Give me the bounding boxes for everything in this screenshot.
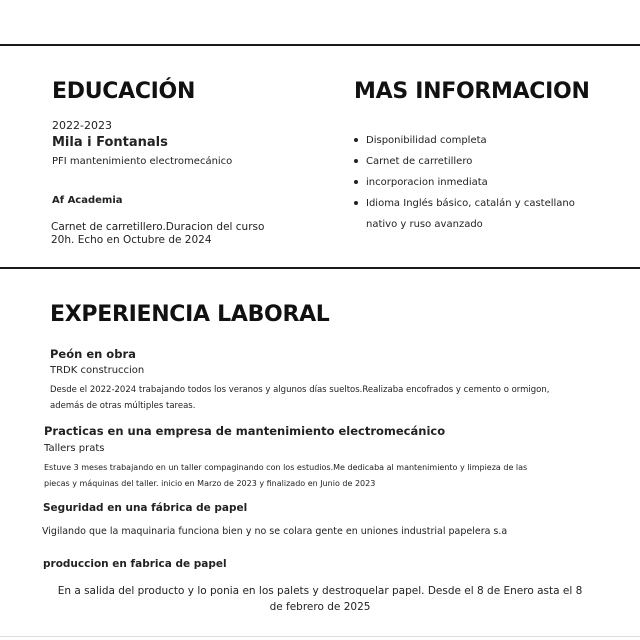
more-info-item: Disponibilidad completa	[354, 130, 604, 151]
job-role: Peón en obra	[50, 347, 136, 361]
job-desc-line: además de otras múltiples tareas.	[50, 401, 196, 411]
job-desc-line: Vigilando que la maquinaria funciona bien y no se colara gente en uniones industrial papelera s.a	[42, 526, 508, 537]
job-role: Seguridad en una fábrica de papel	[43, 502, 248, 514]
job-role: Practicas en una empresa de mantenimiento electromecánico	[44, 424, 446, 438]
bottom-divider	[0, 636, 640, 637]
education-academy-desc-2: 20h. Echo en Octubre de 2024	[51, 234, 212, 246]
job-company: TRDK construccion	[50, 365, 145, 376]
more-info-item: Idioma Inglés básico, catalán y castellano nativo y ruso avanzado	[354, 193, 604, 235]
more-info-list	[354, 130, 604, 235]
education-heading: EDUCACIÓN	[52, 79, 196, 104]
more-info-item: Carnet de carretillero	[354, 151, 604, 172]
job-desc-line: Desde el 2022-2024 trabajando todos los veranos y algunos días sueltos.Realizaba encofrados y cemento o ormigon,	[50, 385, 550, 395]
education-degree: PFI mantenimiento electromecánico	[52, 156, 233, 167]
middle-divider	[0, 267, 640, 269]
job-desc-line: de febrero de 2025	[269, 601, 371, 613]
job-desc-line: En a salida del producto y lo ponia en los palets y destroquelar papel. Desde el 8 de Enero asta el 8	[57, 585, 583, 597]
more-info-item: incorporacion inmediata	[354, 172, 604, 193]
job-desc-line: Estuve 3 meses trabajando en un taller compaginando con los estudios.Me dedicaba al mantenimiento y limpieza de las	[44, 463, 528, 472]
top-divider	[0, 44, 640, 46]
education-years: 2022-2023	[52, 119, 112, 132]
education-academy: Af Academia	[52, 195, 123, 206]
job-company: Tallers prats	[44, 443, 105, 454]
education-school: Mila i Fontanals	[52, 135, 168, 150]
more-info-heading: MAS INFORMACION	[354, 79, 590, 104]
experience-heading: EXPERIENCIA LABORAL	[50, 302, 330, 327]
job-role: produccion en fabrica de papel	[43, 558, 227, 570]
job-desc-line: piecas y máquinas del taller. inicio en Marzo de 2023 y finalizado en Junio de 2023	[44, 479, 376, 488]
education-academy-desc-1: Carnet de carretillero.Duracion del curso	[51, 221, 265, 233]
